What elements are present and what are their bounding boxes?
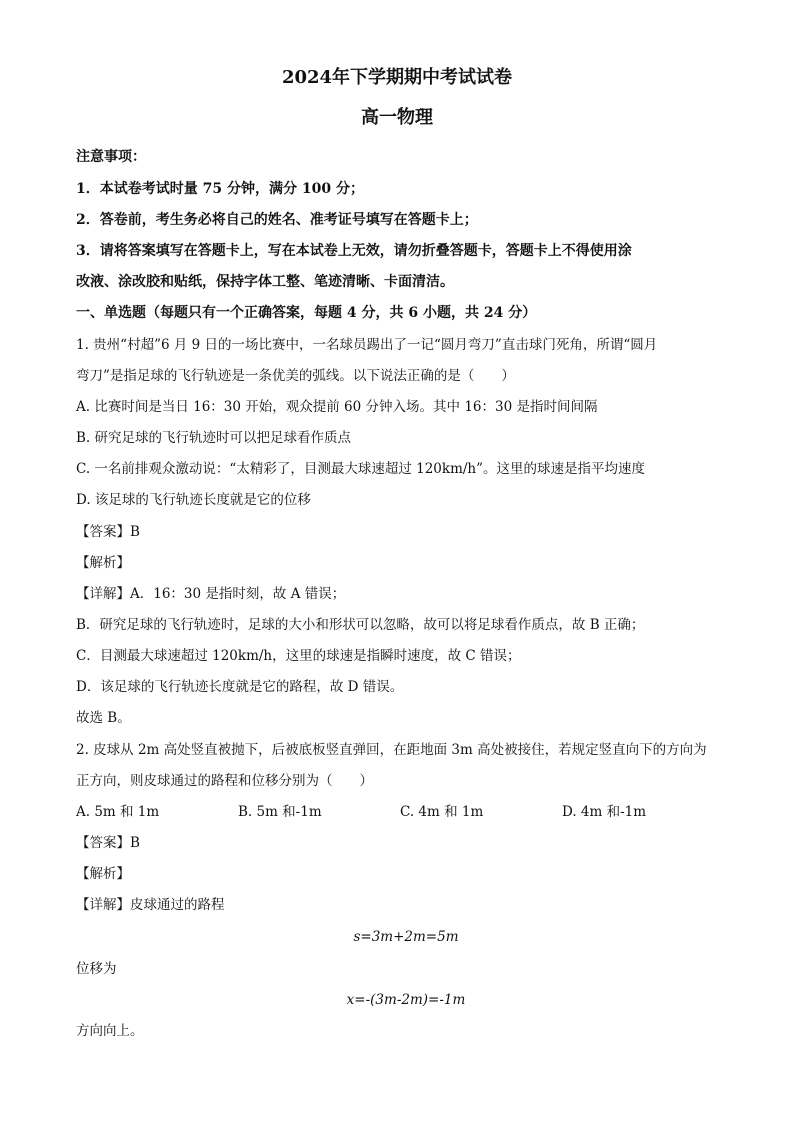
q1-stem-line-1: 1. 贵州“村超”6 月 9 日的一场比赛中，一名球员踢出了一记“圆月弯刀”直击球门死角，所谓“圆月 [76, 337, 658, 353]
q2-equation-path-text: s=3m+2m=5m [353, 929, 459, 945]
notice-heading: 注意事项： [76, 149, 146, 165]
q1-conclusion: 故选 B。 [76, 710, 131, 726]
q1-analysis: 【解析】 [76, 555, 130, 571]
q1-answer: 【答案】B [76, 524, 140, 540]
q1-detail-4: D．该足球的飞行轨迹长度就是它的路程，故 D 错误。 [76, 679, 404, 695]
q2-option-d: D. 4m 和-1m [562, 804, 647, 820]
q2-option-a: A. 5m 和 1m [76, 804, 160, 820]
q2-analysis: 【解析】 [76, 866, 130, 882]
notice-item-1: 1．本试卷考试时量 75 分钟，满分 100 分； [76, 181, 364, 197]
notice-item-3: 3．请将答案填写在答题卡上，写在本试卷上无效，请勿折叠答题卡，答题卡上不得使用涂 [76, 243, 632, 259]
q1-option-d: D. 该足球的飞行轨迹长度就是它的位移 [76, 492, 311, 508]
q2-option-c: C. 4m 和 1m [400, 804, 484, 820]
exam-title: 2024年下学期期中考试试卷 [281, 67, 513, 88]
q2-option-b: B. 5m 和-1m [238, 804, 322, 820]
q2-detail-path: 【详解】皮球通过的路程 [76, 897, 225, 913]
q2-stem-line-1: 2. 皮球从 2m 高处竖直被抛下，后被底板竖直弹回，在距地面 3m 高处被接住，若规定竖直向下的方向为 [76, 742, 707, 758]
notice-item-3-cont: 改液、涂改胶和贴纸，保持字体工整、笔迹清晰、卡面清洁。 [76, 274, 454, 290]
q2-displacement-label: 位移为 [76, 961, 117, 977]
q2-stem-line-2: 正方向，则皮球通过的路程和位移分别为（ ） [76, 773, 373, 789]
q2-equation-displacement [76, 991, 736, 1009]
q1-option-c: C. 一名前排观众激动说：“太精彩了，目测最大球速超过 120km/h”。这里的球速是指平均速度 [76, 461, 646, 477]
q2-equation-displacement-text: x=-(3m-2m)=-1m [346, 992, 466, 1008]
q2-answer: 【答案】B [76, 835, 140, 851]
q1-detail-3: C．目测最大球速超过 120km/h，这里的球速是指瞬时速度，故 C 错误； [76, 648, 521, 664]
q2-direction: 方向向上。 [76, 1023, 144, 1039]
q1-detail-2: B．研究足球的飞行轨迹时，足球的大小和形状可以忽略，故可以将足球看作质点，故 B 正确； [76, 617, 645, 633]
q1-stem-line-2: 弯刀”是指足球的飞行轨迹是一条优美的弧线。以下说法正确的是（ ） [76, 368, 515, 384]
exam-subject: 高一物理 [361, 107, 433, 128]
notice-item-2: 2．答卷前，考生务必将自己的姓名、准考证号填写在答题卡上； [76, 212, 478, 228]
q2-equation-path [76, 928, 736, 946]
q1-detail-1: 【详解】A．16：30 是指时刻，故 A 错误； [76, 586, 346, 602]
q1-option-b: B. 研究足球的飞行轨迹时可以把足球看作质点 [76, 430, 352, 446]
section-heading: 一、单选题（每题只有一个正确答案，每题 4 分，共 6 小题，共 24 分） [76, 305, 537, 321]
q1-option-a: A. 比赛时间是当日 16：30 开始，观众提前 60 分钟入场。其中 16：30 是指时间间隔 [76, 399, 598, 415]
